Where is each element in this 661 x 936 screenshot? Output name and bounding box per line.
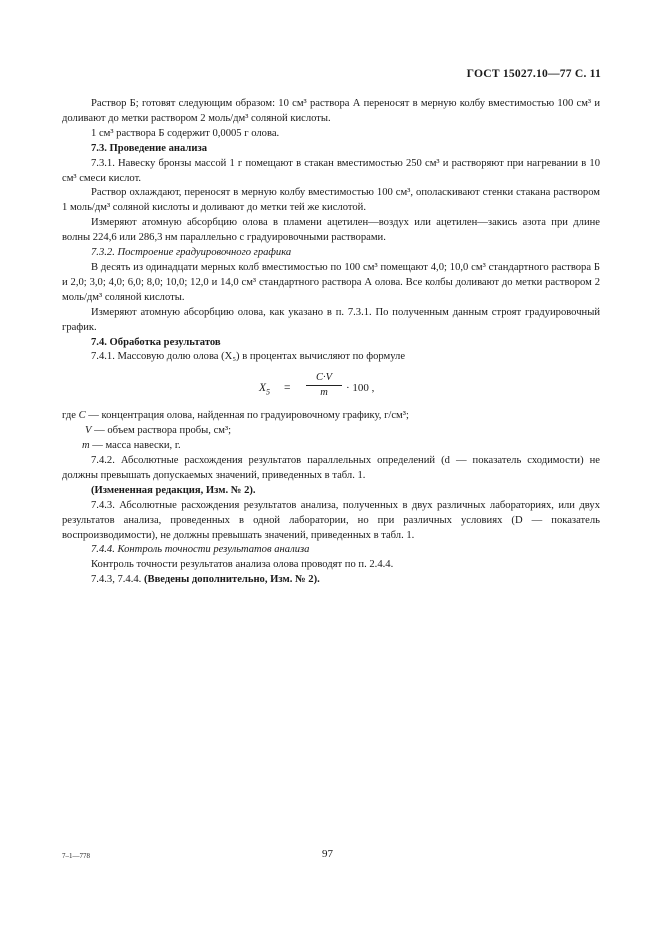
paragraph-7-4-4: Контроль точности результатов анализа олова проводят по п. 2.4.4.	[91, 559, 394, 571]
paragraph-7-3-2-measure: Измеряют атомную абсорбцию олова, как указано в п. 7.3.1. По полученным данным строят градуировочный график.	[62, 306, 600, 333]
section-heading-7-3: 7.3. Проведение анализа	[91, 142, 207, 154]
subsection-heading-7-3-2: 7.3.2. Построение градуировочного графика	[91, 247, 292, 259]
footer-code: 7–1—778	[62, 852, 90, 860]
paragraph-7-4-1: 7.4.1. Массовую долю олова (X₅) в процентах вычисляют по формуле	[91, 351, 406, 363]
paragraph-7-4-2: 7.4.2. Абсолютные расхождения результатов параллельных определений (d — показатель сходимости) не должны превышать допускаемых значений, приведенных в табл. 1.	[62, 455, 600, 481]
definition-c: где C — концентрация олова, найденная по градуировочному графику, г/см³;	[62, 410, 409, 422]
formula-denominator: m	[320, 387, 328, 399]
page-header: ГОСТ 15027.10—77 С. 11	[466, 67, 601, 80]
paragraph-solution-b-content: 1 см³ раствора Б содержит 0,0005 г олова.	[91, 127, 280, 139]
definition-m: m — масса навески, г.	[82, 440, 181, 452]
amendment-note-7-4-3-7-4-4: 7.4.3, 7.4.4. (Введены дополнительно, Изм. № 2).	[91, 574, 320, 586]
formula-equals: =	[284, 382, 291, 395]
paragraph-7-4-3: 7.4.3. Абсолютные расхождения результатов анализа, полученных в двух различных лабораториях, или двух результатов анализа, проведенных в одной лаборатории, но при различных условиях (D — показатель воспроизводимости), не должны превышать значений, приведенных в табл. 1.	[62, 499, 600, 541]
paragraph-7-3-2: В десять из одинадцати мерных колб вместимостью по 100 см³ помещают 4,0; 10,0 см³ стандартного раствора Б и 2,0; 3,0; 4,0; 6,0; 8,0; 10,0; 12,0 и 14,0 см³ стандартного раствора А олова. Все колбы доливают до метки раствором 2 моль/дм³ соляной кислоты.	[62, 261, 600, 303]
paragraph-solution-b: Раствор Б; готовят следующим образом: 10 см³ раствора А переносят в мерную колбу вместимостью 100 см³ и доливают до метки раствором 2 моль/дм³ соляной кислоты.	[62, 98, 600, 124]
formula-definitions	[62, 409, 600, 454]
formula-numerator: C·V	[306, 371, 342, 386]
document-body	[62, 97, 600, 588]
definition-v: V — объем раствора пробы, см³;	[85, 425, 232, 437]
paragraph-7-3-1-cooling: Раствор охлаждают, переносят в мерную колбу вместимостью 100 см³, ополаскивают стенки стакана раствором 1 моль/дм³ соляной кислоты и доливают до метки тей же кислотой.	[62, 187, 600, 214]
formula-lhs: $X_5$	[259, 382, 271, 397]
section-heading-7-4: 7.4. Обработка результатов	[91, 336, 221, 348]
subsection-heading-7-4-4: 7.4.4. Контроль точности результатов анализа	[91, 544, 310, 556]
paragraph-7-3-1: 7.3.1. Навеску бронзы массой 1 г помещают в стакан вместимостью 250 см³ и растворяют при нагревании в 10 см³ смеси кислот.	[62, 157, 600, 184]
page-number: 97	[322, 848, 333, 860]
formula-fraction	[306, 371, 342, 400]
paragraph-7-3-1-measure: Измеряют атомную абсорбцию олова в пламени ацетилен—воздух или ацетилен—закись азота при длине волны 224,6 или 286,3 нм параллельно с градуировочными растворами.	[62, 217, 600, 244]
amendment-note-7-4-2: (Измененная редакция, Изм. № 2).	[91, 484, 256, 496]
formula-mass-fraction	[62, 371, 600, 405]
formula-multiplier: · 100 ,	[346, 382, 375, 395]
